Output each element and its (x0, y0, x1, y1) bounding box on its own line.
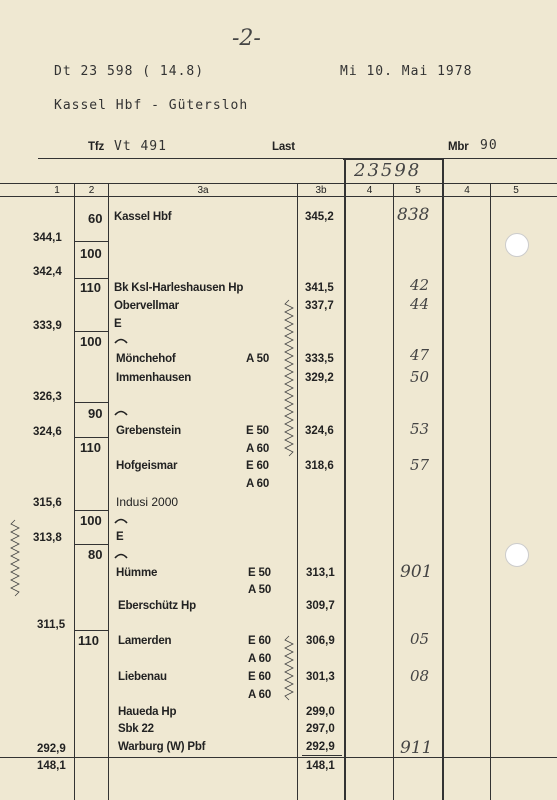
vline-1 (74, 183, 75, 800)
punch-hole-top (505, 233, 529, 257)
bottom-rule (0, 757, 557, 758)
time-entry: 42 (410, 276, 430, 294)
speed-value: 110 (78, 633, 99, 648)
km-marker: 148,1 (37, 760, 66, 772)
speed-rule (74, 544, 108, 545)
time-entry: 53 (410, 420, 430, 438)
station-name: Bk Ksl-Harleshausen Hp (114, 282, 244, 294)
vline-7 (490, 183, 491, 800)
vline-3 (297, 183, 298, 800)
speed-value: 110 (80, 280, 101, 295)
mbr-value: 90 (480, 138, 498, 153)
km-marker: 315,6 (33, 497, 62, 509)
zigzag-mark (285, 636, 293, 702)
route: Kassel Hbf - Gütersloh (54, 98, 249, 113)
station-km: 313,1 (306, 567, 335, 579)
arc-symbol (114, 516, 128, 524)
station-km: 292,9 (306, 741, 335, 753)
speed-value: 110 (80, 440, 101, 455)
tfz-value: Vt 491 (114, 139, 167, 154)
speed-rule (74, 241, 108, 242)
station-name: Kassel Hbf (114, 211, 172, 223)
station-km: 306,9 (306, 635, 335, 647)
vline-6 (442, 158, 444, 800)
col-header-4b: 4 (464, 185, 470, 196)
km-underline (302, 755, 342, 756)
km-marker: 344,1 (33, 232, 62, 244)
station-name: Hümme (116, 567, 158, 579)
train-number-box: 23598 (354, 160, 422, 181)
vline-5 (393, 183, 394, 800)
station-km: 329,2 (305, 372, 334, 384)
station-km: 318,6 (305, 460, 334, 472)
last-label: Last (272, 141, 295, 153)
rule-top (38, 158, 557, 159)
time-entry: 47 (410, 346, 430, 364)
time-entry: 50 (410, 368, 430, 386)
station-name: Obervellmar (114, 300, 179, 312)
km-marker: 333,9 (33, 320, 62, 332)
col-header-4: 4 (366, 185, 373, 196)
signal-code: A 60 (246, 478, 270, 490)
time-entry: 911 (400, 738, 433, 758)
time-entry: 05 (410, 630, 430, 648)
km-marker: 292,9 (37, 743, 66, 755)
signal-code: E 60 (248, 635, 271, 647)
signal-code: A 60 (248, 653, 272, 665)
vline-2 (108, 183, 109, 800)
station-name: Liebenau (118, 671, 167, 683)
time-entry: 44 (410, 295, 430, 313)
km-marker: 326,3 (33, 391, 62, 403)
time-entry: 838 (397, 205, 430, 225)
station-km: 341,5 (305, 282, 334, 294)
arc-symbol (114, 408, 128, 416)
station-name: E (114, 318, 122, 330)
station-km: 324,6 (305, 425, 334, 437)
km-marker: 342,4 (33, 266, 62, 278)
km-marker: 324,6 (33, 426, 62, 438)
signal-code: A 60 (246, 443, 270, 455)
station-km: 309,7 (306, 600, 335, 612)
col-header-2: 2 (88, 185, 95, 196)
zigzag-mark (285, 300, 293, 460)
signal-code: E 60 (248, 671, 271, 683)
station-km: 297,0 (306, 723, 335, 735)
date: Mi 10. Mai 1978 (340, 64, 473, 79)
station-name: Eberschütz Hp (118, 600, 196, 612)
col-header-5: 5 (415, 185, 421, 196)
station-name: Warburg (W) Pbf (118, 741, 206, 753)
tfz-label: Tfz (88, 141, 105, 153)
station-name: Mönchehof (116, 353, 176, 365)
signal-code: A 50 (248, 584, 272, 596)
speed-value: 100 (80, 246, 102, 261)
col-header-1: 1 (54, 185, 60, 196)
vline-4 (344, 158, 346, 800)
signal-code: E 60 (246, 460, 269, 472)
station-name: Hofgeismar (116, 460, 178, 472)
arc-symbol (114, 551, 128, 559)
speed-rule (74, 437, 108, 438)
speed-value: 80 (88, 547, 103, 562)
station-name: E (116, 531, 124, 543)
station-name: Sbk 22 (118, 723, 154, 735)
punch-hole-bottom (505, 543, 529, 567)
time-entry: 08 (410, 667, 430, 685)
speed-value: 100 (80, 334, 102, 349)
speed-rule (74, 278, 108, 279)
signal-code: E 50 (246, 425, 269, 437)
zigzag-mark (10, 520, 20, 598)
mbr-label: Mbr (448, 141, 469, 153)
signal-code: A 60 (248, 689, 272, 701)
col-header-5b: 5 (513, 185, 519, 196)
km-marker: 311,5 (37, 619, 66, 631)
station-name: Immenhausen (116, 372, 192, 384)
speed-rule (74, 510, 108, 511)
station-km: 301,3 (306, 671, 335, 683)
time-entry: 57 (410, 456, 430, 474)
indusi-note: Indusi 2000 (116, 495, 179, 509)
station-name: Haueda Hp (118, 706, 177, 718)
speed-rule (74, 402, 108, 403)
station-km: 299,0 (306, 706, 335, 718)
speed-rule (74, 331, 108, 332)
station-km: 333,5 (305, 353, 334, 365)
time-entry: 901 (400, 562, 433, 582)
station-km: 345,2 (305, 211, 334, 223)
col-header-3a: 3a (197, 185, 209, 196)
signal-code: A 50 (246, 353, 270, 365)
rule-header-top (0, 183, 557, 184)
signal-code: E 50 (248, 567, 271, 579)
station-km: 148,1 (306, 760, 335, 772)
speed-value: 90 (88, 406, 103, 421)
speed-value: 60 (88, 211, 103, 226)
rule-header-bottom (0, 196, 557, 197)
page-number: -2- (232, 26, 261, 51)
station-km: 337,7 (305, 300, 334, 312)
col-header-3b: 3b (315, 185, 327, 196)
station-name: Lamerden (118, 635, 172, 647)
speed-value: 100 (80, 513, 102, 528)
station-name: Grebenstein (116, 425, 181, 437)
train-info: Dt 23 598 ( 14.8) (54, 64, 205, 79)
km-marker: 313,8 (33, 532, 62, 544)
arc-symbol (114, 336, 128, 344)
speed-rule (74, 630, 108, 631)
